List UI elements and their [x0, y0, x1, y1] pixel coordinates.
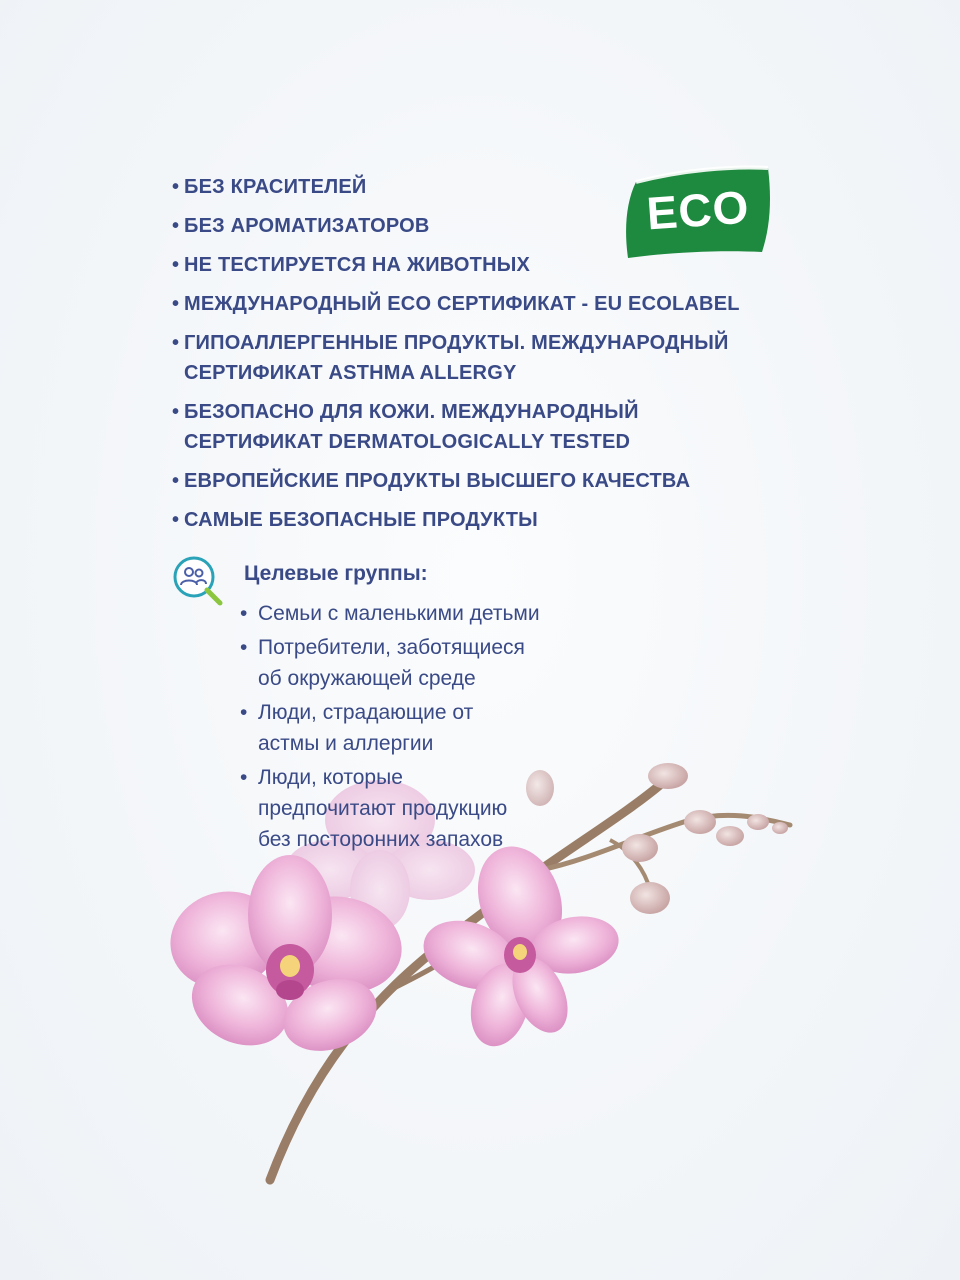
feature-text: САМЫЕ БЕЗОПАСНЫЕ ПРОДУКТЫ	[184, 509, 538, 531]
bullet: •	[240, 701, 248, 724]
feature-text: ЕВРОПЕЙСКИЕ ПРОДУКТЫ ВЫСШЕГО КАЧЕСТВА	[184, 470, 691, 492]
feature-item	[172, 250, 812, 280]
people-search-icon	[170, 553, 226, 609]
target-groups-title: Целевые группы:	[244, 562, 428, 585]
target-group-text: Потребители, заботящиеся об окружающей среде	[258, 636, 525, 690]
bullet: •	[172, 293, 180, 315]
bullet: •	[240, 602, 248, 625]
bullet: •	[172, 509, 180, 531]
feature-text: ГИПОАЛЛЕРГЕННЫЕ ПРОДУКТЫ. МЕЖДУНАРОДНЫЙ СЕРТИФИКАТ ASTHMA ALLERGY	[184, 332, 729, 384]
target-groups-list	[240, 598, 660, 858]
target-group-item	[240, 632, 660, 694]
feature-item	[172, 289, 812, 319]
bullet: •	[172, 470, 180, 492]
feature-item	[172, 397, 812, 457]
bullet: •	[172, 254, 180, 276]
eco-label: ECO	[644, 180, 752, 240]
bullet: •	[172, 176, 180, 198]
bullet: •	[240, 636, 248, 659]
target-group-text: Люди, страдающие от астмы и аллергии	[258, 701, 474, 755]
target-group-item	[240, 598, 660, 629]
feature-text: БЕЗОПАСНО ДЛЯ КОЖИ. МЕЖДУНАРОДНЫЙ СЕРТИФИКАТ DERMATOLOGICALLY TESTED	[184, 401, 639, 453]
feature-list	[172, 172, 812, 544]
target-group-item	[240, 697, 660, 759]
target-group-text: Люди, которые предпочитают продукцию без посторонних запахов	[258, 766, 508, 851]
bullet: •	[172, 332, 180, 354]
feature-item	[172, 328, 812, 388]
target-group-text: Семьи с маленькими детьми	[258, 602, 540, 625]
bullet: •	[172, 401, 180, 423]
feature-item	[172, 211, 812, 241]
bullet: •	[240, 766, 248, 789]
feature-text: БЕЗ АРОМАТИЗАТОРОВ	[184, 215, 430, 237]
feature-item	[172, 466, 812, 496]
feature-text: БЕЗ КРАСИТЕЛЕЙ	[184, 176, 367, 198]
feature-item	[172, 505, 812, 535]
target-group-item	[240, 762, 660, 855]
feature-item	[172, 172, 812, 202]
feature-text: МЕЖДУНАРОДНЫЙ ECO СЕРТИФИКАТ - EU ECOLABEL	[184, 293, 740, 315]
feature-text: НЕ ТЕСТИРУЕТСЯ НА ЖИВОТНЫХ	[184, 254, 531, 276]
bullet: •	[172, 215, 180, 237]
